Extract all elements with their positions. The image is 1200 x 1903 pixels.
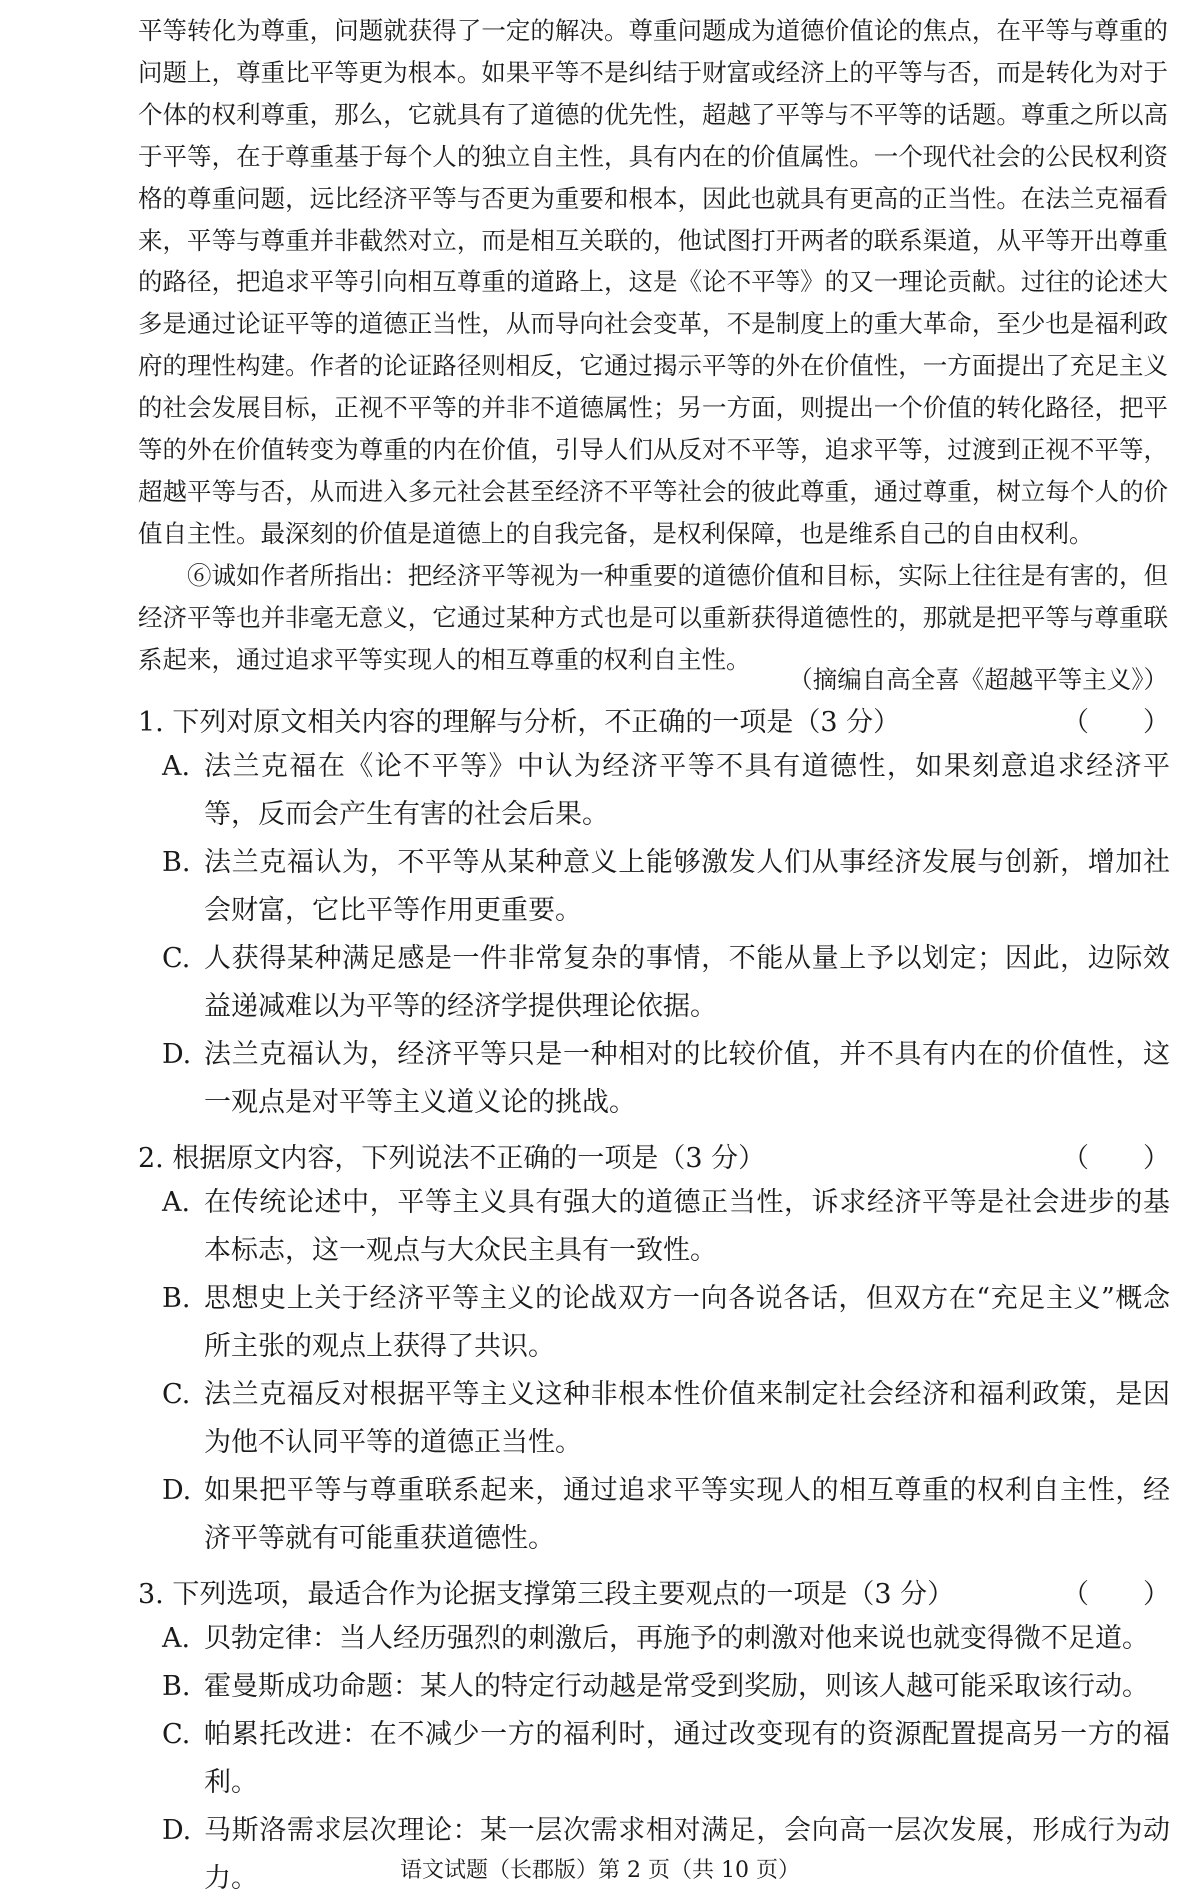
question-3 [138, 1575, 1170, 1903]
option-text: 法兰克福认为，经济平等只是一种相对的比较价值，并不具有内在的价值性，这一观点是对平等主义道义论的挑战。 [204, 1039, 1170, 1118]
option-text: 法兰克福在《论不平等》中认为经济平等不具有道德性，如果刻意追求经济平等，反而会产生有害的社会后果。 [204, 751, 1170, 830]
option-b [162, 1275, 1170, 1371]
option-letter: A. [162, 751, 191, 782]
option-letter: C. [162, 1379, 191, 1410]
option-letter: B. [162, 1283, 191, 1314]
option-c [162, 1371, 1170, 1467]
question-list [138, 703, 1170, 1903]
answer-parentheses: （ ） [1062, 707, 1170, 738]
page-footer: 语文试题（长郡版）第 2 页（共 10 页） [400, 1858, 800, 1883]
option-text: 贝勃定律：当人经历强烈的刺激后，再施予的刺激对他来说也就变得微不足道。 [204, 1623, 1149, 1654]
question-stem [138, 1575, 1170, 1615]
question-stem-text: 1. 下列对原文相关内容的理解与分析，不正确的一项是（3 分） [138, 707, 901, 738]
option-letter: C. [162, 943, 191, 974]
option-text: 帕累托改进：在不减少一方的福利时，通过改变现有的资源配置提高另一方的福利。 [204, 1719, 1170, 1798]
question-stem-text: 3. 下列选项，最适合作为论据支撑第三段主要观点的一项是（3 分） [138, 1579, 955, 1610]
question-2 [138, 1139, 1170, 1563]
option-d [162, 1467, 1170, 1563]
option-a [162, 743, 1170, 839]
option-text: 马斯洛需求层次理论：某一层次需求相对满足，会向高一层次发展，形成行为动力。 [204, 1815, 1170, 1894]
passage-paragraph-6: ⑥诚如作者所指出：把经济平等视为一种重要的道德价值和目标，实际上往往是有害的，但经济平等也并非毫无意义，它通过某种方式也是可以重新获得道德性的，那就是把平等与尊重联系起来，通过追求平等实现人的相互尊重的权利自主性。 [138, 560, 1168, 674]
question-stem [138, 703, 1170, 743]
option-text: 法兰克福反对根据平等主义这种非根本性价值来制定社会经济和福利政策，是因为他不认同平等的道德正当性。 [204, 1379, 1170, 1458]
answer-parentheses: （ ） [1062, 1143, 1170, 1174]
option-letter: A. [162, 1623, 191, 1654]
option-letter: B. [162, 847, 191, 878]
option-c [162, 935, 1170, 1031]
question-stem [138, 1139, 1170, 1179]
option-text: 人获得某种满足感是一件非常复杂的事情，不能从量上予以划定；因此，边际效益递减难以为平等的经济学提供理论依据。 [204, 943, 1170, 1022]
option-b [162, 1663, 1170, 1711]
question-stem-text: 2. 根据原文内容，下列说法不正确的一项是（3 分） [138, 1143, 766, 1174]
option-letter: D. [162, 1815, 192, 1846]
option-letter: B. [162, 1671, 191, 1702]
question-1 [138, 703, 1170, 1127]
option-text: 思想史上关于经济平等主义的论战双方一向各说各话，但双方在“充足主义”概念所主张的观点上获得了共识。 [204, 1283, 1170, 1362]
option-d [162, 1807, 1170, 1903]
option-text: 法兰克福认为，不平等从某种意义上能够激发人们从事经济发展与创新，增加社会财富，它比平等作用更重要。 [204, 847, 1170, 926]
option-a [162, 1179, 1170, 1275]
option-b [162, 839, 1170, 935]
option-letter: D. [162, 1039, 192, 1070]
option-c [162, 1711, 1170, 1807]
option-letter: A. [162, 1187, 191, 1218]
option-letter: D. [162, 1475, 192, 1506]
answer-parentheses: （ ） [1062, 1579, 1170, 1610]
passage-source: （摘编自高全喜《超越平等主义》） [788, 665, 1168, 694]
option-letter: C. [162, 1719, 191, 1750]
option-a [162, 1615, 1170, 1663]
passage-paragraph-5: 平等转化为尊重，问题就获得了一定的解决。尊重问题成为道德价值论的焦点，在平等与尊重的问题上，尊重比平等更为根本。如果平等不是纠结于财富或经济上的平等与否，而是转化为对于个体的权利尊重，那么，它就具有了道德的优先性，超越了平等与不平等的话题。尊重之所以高于平等，在于尊重基于每个人的独立自主性，具有内在的价值属性。一个现代社会的公民权利资格的尊重问题，远比经济平等与否更为重要和根本，因此也就具有更高的正当性。在法兰克福看来，平等与尊重并非截然对立，而是相互关联的，他试图打开两者的联系渠道，从平等开出尊重的路径，把追求平等引向相互尊重的道路上，这是《论不平等》的又一理论贡献。过往的论述大多是通过论证平等的道德正当性，从而导向社会变革，不是制度上的重大革命，至少也是福利政府的理性构建。作者的论证路径则相反，它通过揭示平等的外在价值性，一方面提出了充足主义的社会发展目标，正视不平等的并非不道德属性；另一方面，则提出一个价值的转化路径，把平等的外在价值转变为尊重的内在价值，引导人们从反对不平等，追求平等，过渡到正视不平等，超越平等与否，从而进入多元社会甚至经济不平等社会的彼此尊重，通过尊重，树立每个人的价值自主性。最深刻的价值是道德上的自我完备，是权利保障，也是维系自己的自由权利。 [138, 16, 1168, 548]
reading-passage [138, 10, 1168, 681]
option-text: 在传统论述中，平等主义具有强大的道德正当性，诉求经济平等是社会进步的基本标志，这一观点与大众民主具有一致性。 [204, 1187, 1170, 1266]
option-d [162, 1031, 1170, 1127]
option-text: 如果把平等与尊重联系起来，通过追求平等实现人的相互尊重的权利自主性，经济平等就有可能重获道德性。 [204, 1475, 1170, 1554]
option-text: 霍曼斯成功命题：某人的特定行动越是常受到奖励，则该人越可能采取该行动。 [204, 1671, 1149, 1702]
